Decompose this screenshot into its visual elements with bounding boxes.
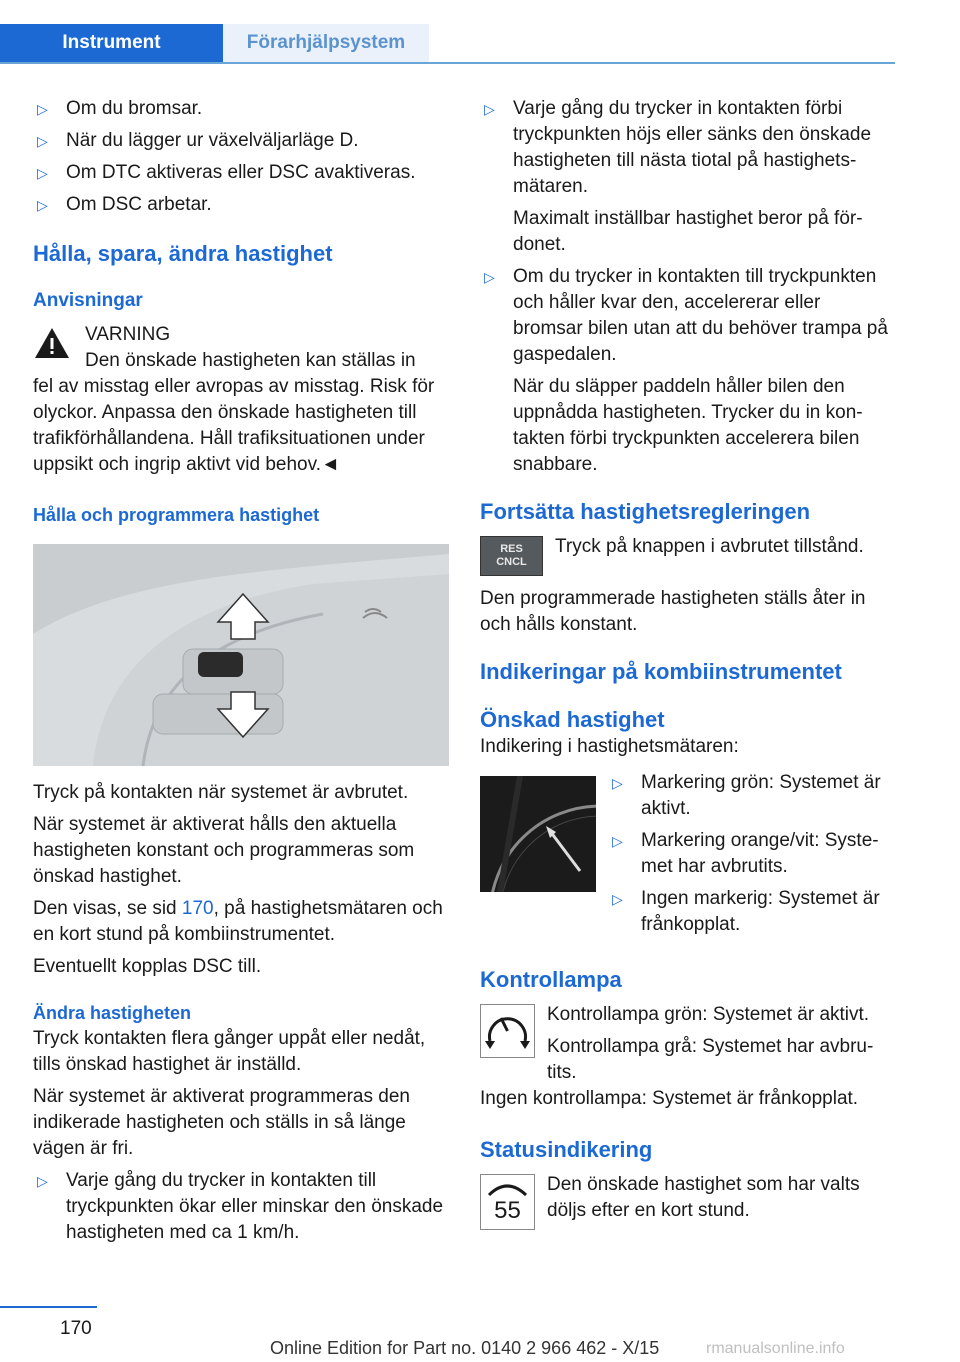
tab-driver-assistance[interactable]: Förarhjälpsystem: [223, 24, 429, 62]
section-heading-hold: Hålla, spara, ändra hastighet: [33, 241, 333, 266]
speed-arc-icon: [481, 1175, 534, 1197]
tab-instrument[interactable]: Instrument: [0, 24, 223, 62]
list-item: ▷ Markering orange/vit: Systemet har avbrutits.: [608, 828, 896, 880]
gauge-block: [480, 770, 895, 946]
triangle-bullet-icon: ▷: [612, 775, 623, 791]
subheading-change-speed: Ändra hastigheten: [33, 1003, 192, 1023]
triangle-bullet-icon: ▷: [484, 101, 495, 117]
triangle-bullet-icon: ▷: [37, 133, 48, 149]
warning-text-first: Den önskade hastigheten kan ställas in: [85, 350, 416, 371]
list-item: ▷ Varje gång du trycker in kontakten till tryckpunkten ökar eller minskar den önskade hastigheten med ca 1 km/h.: [33, 1168, 449, 1246]
res-cncl-button-icon: RES CNCL: [480, 536, 543, 576]
paragraph: Den önskade hastighet som har valts döljs efter en kort stund.: [547, 1174, 860, 1221]
paragraph: När systemet är aktiverat hålls den aktuella hastigheten konstant och programmeras som önskad hastighet.: [33, 814, 415, 887]
res-cncl-block: [480, 534, 895, 582]
list-item: ▷ Om du bromsar.: [33, 96, 449, 122]
list-item: ▷ Markering grön: Systemet är aktivt.: [608, 770, 896, 822]
triangle-bullet-icon: ▷: [37, 165, 48, 181]
paragraph: Den programmerade hastigheten ställs åter in och hålls konstant.: [480, 588, 866, 635]
warning-block: [33, 322, 449, 478]
warning-title: VARNING: [85, 324, 171, 345]
paragraph: När du släpper paddeln håller bilen den uppnådda hastigheten. Trycker du in kontakten förbi tryckpunkten accelerera bilen snabbare.: [513, 376, 863, 475]
warning-text: fel av misstag eller avropas av misstag. Risk för olyckor. Anpassa den önskade hastigheten till trafikförhållandena. Håll trafiksituationen under uppsikt och ingrip aktivt vid behov.◄: [33, 376, 435, 475]
cruise-control-lamp: [480, 1004, 535, 1058]
paragraph: Maximalt inställbar hastighet beror på fördonet.: [513, 208, 863, 255]
lamp-block: [480, 1002, 895, 1086]
paragraph: Indikering i hastighetsmätaren:: [480, 736, 739, 757]
list-item: ▷ När du lägger ur växelväljarläge D.: [33, 128, 449, 154]
triangle-bullet-icon: ▷: [612, 891, 623, 907]
list-item: ▷ Om DSC arbetar.: [33, 192, 449, 218]
watermark: rmanualsonline.info: [706, 1340, 845, 1357]
paragraph: När systemet är aktiverat programmeras den indikerade hastigheten och ställs in så länge vägen är fri.: [33, 1086, 410, 1159]
left-column: [33, 96, 449, 1252]
section-heading-continue: Fortsätta hastighetsregleringen: [480, 499, 811, 524]
paragraph: Tryck på kontakten när systemet är avbrutet.: [33, 782, 409, 803]
paragraph: Tryck på knappen i avbrutet tillstånd.: [555, 536, 864, 557]
triangle-bullet-icon: ▷: [484, 269, 495, 285]
section-heading-indicators: Indikeringar på kombiinstrumentet: [480, 659, 842, 684]
triangle-bullet-icon: ▷: [37, 197, 48, 213]
section-heading-status: Statusindikering: [480, 1137, 653, 1162]
list-item: ▷ Varje gång du trycker in kontakten förbi tryckpunkten höjs eller sänks den önskade hastigheten till nästa tiotal på hastighetsmätaren.: [480, 96, 895, 200]
list-item: ▷ Om DTC aktiveras eller DSC avaktiveras.: [33, 160, 449, 186]
speedometer-icon: [480, 776, 596, 892]
section-heading-indicator-lamp: Kontrollampa: [480, 967, 622, 992]
list-item: ▷ Om du trycker in kontakten till tryckpunkten och håller kvar den, accelererar eller bromsar bilen utan att du behöver trampa på gaspedalen.: [480, 264, 895, 368]
footer-edition: Online Edition for Part no. 0140 2 966 462 - X/15: [270, 1338, 660, 1358]
list-item: ▷ Ingen markerig: Systemet är frånkopplat.: [608, 886, 896, 938]
steering-wheel-image: [33, 544, 449, 766]
paragraph-with-link: Den visas, se sid 170, på hastighetsmätaren och en kort stund på kombiinstrumentet.: [33, 898, 443, 945]
page-link[interactable]: 170: [181, 898, 214, 919]
triangle-bullet-icon: ▷: [612, 833, 623, 849]
warning-triangle-icon: [33, 326, 71, 360]
paragraph: Tryck kontakten flera gånger uppåt eller nedåt, tills önskad hastighet är inställd.: [33, 1028, 426, 1075]
triangle-bullet-icon: ▷: [37, 101, 48, 117]
speedometer-marker-image: [480, 776, 596, 892]
speed-status-icon: 55: [480, 1174, 535, 1230]
steering-wheel-switch-illustration: [33, 544, 449, 766]
page-number: 170: [60, 1318, 92, 1339]
paragraph: Ingen kontrollampa: Systemet är frånkopplat.: [480, 1088, 859, 1109]
subheading-hold-program: Hålla och programmera hastighet: [33, 505, 320, 525]
paragraph: Kontrollampa grå: Systemet har avbrutits.: [547, 1036, 874, 1083]
status-block: [480, 1172, 895, 1232]
page-number-bar: [0, 1306, 97, 1308]
paragraph: Kontrollampa grön: Systemet är aktivt.: [547, 1004, 870, 1025]
section-heading-desired-speed: Önskad hastighet: [480, 707, 665, 732]
cruise-control-icon: [481, 1005, 534, 1057]
triangle-bullet-icon: ▷: [37, 1173, 48, 1189]
header-tabs: [0, 24, 895, 64]
right-column: [480, 96, 895, 1232]
subheading-notes: Anvisningar: [33, 290, 143, 311]
paragraph: Eventuellt kopplas DSC till.: [33, 956, 262, 977]
